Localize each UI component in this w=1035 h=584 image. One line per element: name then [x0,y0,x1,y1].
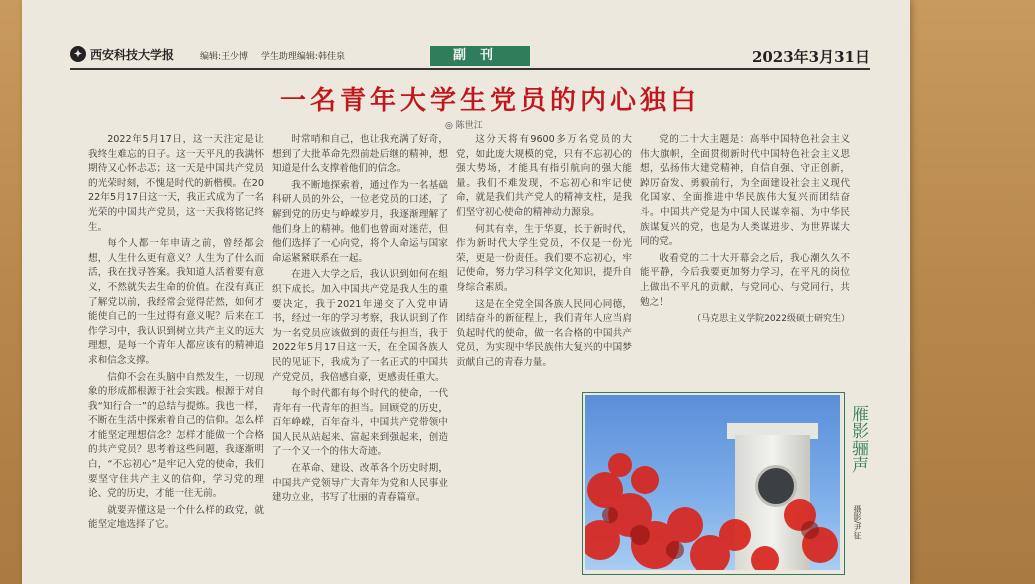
editor-credits [200,49,355,62]
editor-name: 编辑:王少博 [200,52,249,62]
article-column-4 [640,133,850,403]
paragraph: 在进入大学之后，我认识到如何在组织下成长。加入中国共产党是我人生的重要决定，我于2021年递交了入党申请书，经过一年的学习考察，我认识到了作为一名党员应该做到的责任与担当，我于2022年5月17日这一天，在全国各族人民的见证下，我成为了一名正式的中国共产党党员，我倍感自豪，更感责任重大。 [272,269,448,383]
masthead [70,38,870,70]
article-column-1 [88,133,264,583]
desk-surface-right [895,0,1035,584]
photo-credit: 摄影/尹征 [853,505,862,540]
newspaper-logo [70,44,174,64]
paragraph: 2022年5月17日，这一天注定是让我终生难忘的日子。这一天平凡的我满怀期待又心怀忐忑；这一天是中国共产党员的光荣时刻，不愧是时代的新楷模。在2022年5月17日这一天，我正式成为了一名光荣的中国共产党员，这一天我将铭记终生。 [88,134,264,233]
issue-date: 2023年3月31日 [751,48,870,66]
red-maple-leaves [585,395,840,570]
article-byline: ◎ 陈世江 [445,121,483,131]
paragraph: 就要弄懂这是一个什么样的政党，就能坚定地选择了它。 [88,504,264,531]
author-signature: （马克思主义学院2022级硕士研究生） [692,314,850,325]
school-emblem-icon: ✦ [70,46,86,62]
paragraph: 党的二十大主题是：高举中国特色社会主义伟大旗帜，全面贯彻新时代中国特色社会主义思想，弘扬伟大建党精神，自信自强、守正创新，踔厉奋发、勇毅前行，为全面建设社会主义现代化国家、全面推进中华民族伟大复兴而团结奋斗。中国共产党是为中国人民谋幸福、为中华民族谋复兴的党，也是为人类谋进步、为世界谋大同的党。 [640,134,850,248]
paragraph: 这分天将有9600多万名党员的大党，如此庞大规模的党，只有不忘初心的强大势场，才能具有指引航向的强大能量。我们不难发现，不忘初心和牢记使命，就是我们共产党人的精神支柱，是我们坚守初心使命的精神动力源泉。 [456,134,632,218]
paragraph: 信仰不会在头脑中自然发生，一切现象的形成都根源于社会实践。根源于对自我“知行合一”的总结与提炼。我也一样，不断在生活中探索着自己的信仰。怎么样才能坚定理想信念？怎样才能做一个合格的共产党员？思考着这些问题，我逐渐明白，“不忘初心”是牢记入党的使命，我们要坚守住共产主义的信仰，学习党的理论、党的历史，才能一往无前。 [88,371,264,500]
paragraph: 在革命、建设、改革各个历史时期，中国共产党领导广大青年为党和人民事业建功立业，书写了壮丽的青春篇章。 [272,463,448,504]
paragraph: 每个时代都有每个时代的使命，一代青年有一代青年的担当。回顾党的历史，百年峥嵘，百年奋斗，中国共产党带领中国人民从站起来、富起来到强起来，创造了一个又一个的伟大奇迹。 [272,388,448,458]
article-headline: 一名青年大学生党员的内心独白 [279,86,700,116]
logo-text: 西安科技大学报 [90,47,175,62]
assistant-editor-name: 学生助理编辑:韩佳泉 [260,52,345,62]
paragraph: 我不断地探索着，通过作为一名基础科研人员的外公，一位老党员的口述，了解到党的历史与峥嵘岁月，我逐渐理解了他们身上的精神。他们也曾面对迷茫，但他们选择了一心向党，将个人命运与国家命运紧紧联系在一起。 [272,179,448,264]
paragraph: 何其有幸，生于华夏，长于新时代，作为新时代大学生党员，不仅是一份光荣，更是一份责任。我们要不忘初心，牢记使命，努力学习科学文化知识，提升自身综合素质。 [456,223,632,293]
photo-caption: 雁影骊声 [848,405,868,473]
paragraph: 收看党的二十大开幕会之后，我心潮久久不能平静，今后我要更加努力学习，在平凡的岗位上做出不平凡的贡献，与党同心、与党同行，共勉之！ [640,252,850,308]
paragraph: 时常哨和自己，也让我充满了好奇，想到了大批革命先烈前赴后继的精神，想知道是什么支撑着他们的信念。 [272,134,448,175]
article-column-2 [272,133,448,583]
clock-tower-photo [585,395,840,570]
paragraph: 每个人都一年申请之前，曾经都会想，人生什么更有意义？人生为了什么而活，我在找寻答案。我知道人活着要有意义，不然就失去生命的价值。在没有真正了解党以前，我经常会觉得茫然，如何才能使自己的一生过得有意义呢？后来在工作学习中，我认识到树立共产主义的远大理想，是每一个青年人都应该有的精神追求和信念支撑。 [88,238,264,366]
paragraph: 这是在全党全国各族人民同心同德，团结奋斗的新征程上，我们青年人应当肩负起时代的使命，做一名合格的中国共产党员，为实现中华民族伟大复兴的中国梦贡献自己的青春力量。 [456,298,632,368]
section-label: 副刊 [430,46,530,66]
